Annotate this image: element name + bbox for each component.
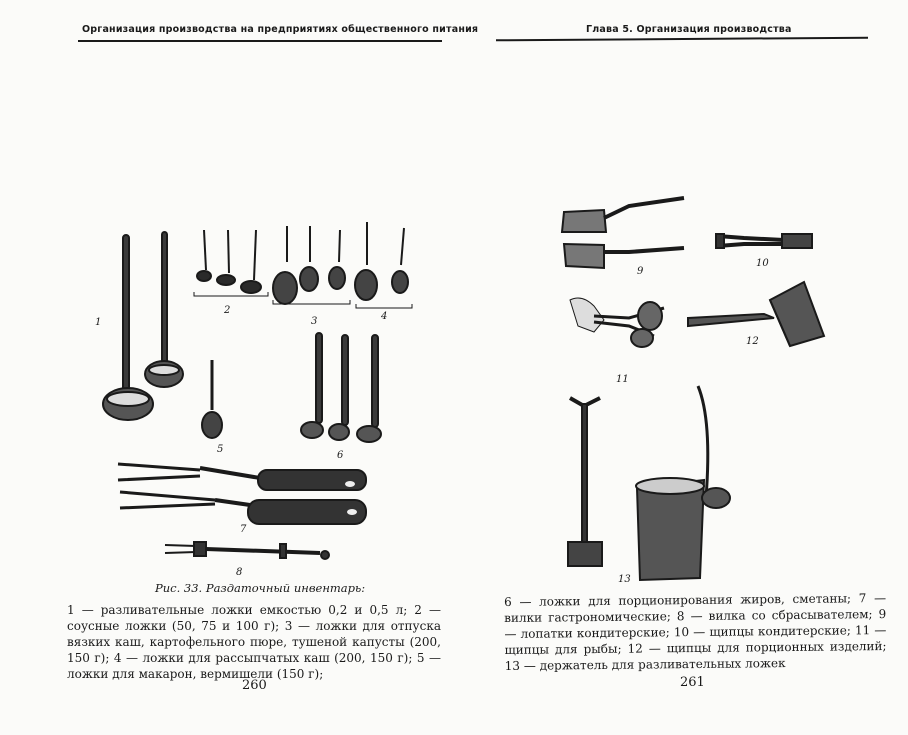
legend-text-left xyxy=(67,602,441,682)
porridge-spoon-icon xyxy=(273,226,345,304)
pasta-spoon-icon xyxy=(202,360,222,438)
figure-label: 4 xyxy=(381,311,388,322)
fish-tongs-icon xyxy=(570,298,664,347)
legend-paragraph: 6 — ложки для порционирования жиров, сметаны; 7 — вилки гастрономические; 8 — вилка со сбрасывателем; 9 — лопатки кондитерские; 10 — щипцы кондитерские; 11 — щипцы для рыбы; 12 — щипцы для порционных изделий; 13 — держатель для разливательных ложек xyxy=(504,590,887,673)
porridge-spoon-icon xyxy=(355,222,408,300)
figure-label: 10 xyxy=(756,258,769,269)
figure-label: 13 xyxy=(618,574,631,585)
running-head-left: Организация производства на предприятиях общественного питания xyxy=(82,24,479,35)
figure-label: 6 xyxy=(337,450,344,461)
ladle-icon xyxy=(103,232,183,420)
figure-label: 8 xyxy=(236,567,243,578)
right-page xyxy=(454,0,908,735)
page-number-left: 260 xyxy=(242,678,267,693)
pastry-spatula-icon xyxy=(562,198,684,268)
figure-label: 12 xyxy=(746,336,759,347)
fat-spoon-icon xyxy=(301,333,381,442)
page-number-right: 261 xyxy=(680,675,705,690)
figure-33-continued xyxy=(454,0,908,590)
figure-label: 11 xyxy=(616,374,629,385)
figure-33 xyxy=(0,0,454,580)
figure-label: 9 xyxy=(637,266,644,277)
figure-label: 1 xyxy=(95,317,102,328)
running-head-right: Глава 5. Организация производства xyxy=(586,24,792,35)
gastronomic-fork-icon xyxy=(118,464,366,524)
figure-label: 7 xyxy=(240,524,247,535)
figure-label: 5 xyxy=(217,444,224,455)
figure-label: 3 xyxy=(311,316,318,327)
sauce-spoon-icon xyxy=(197,230,261,293)
ladle-holder-icon xyxy=(568,386,730,580)
legend-paragraph: 1 — разливательные ложки емкостью 0,2 и 0,5 л; 2 — соусные ложки (50, 75 и 100 г); 3 — ложки для отпуска вязких каш, картофельного пюре, тушеной капусты (200, 150 г); 4 — ложки для рассыпчатых каш (200, 150 г); 5 — ложки для макарон, вермишели (150 г); xyxy=(67,603,441,681)
ejector-fork-icon xyxy=(165,542,329,559)
legend-text-right xyxy=(504,590,887,674)
pastry-tongs-icon xyxy=(716,234,812,248)
figure-caption: Рис. 33. Раздаточный инвентарь: xyxy=(155,581,366,595)
figure-label: 2 xyxy=(224,305,231,316)
